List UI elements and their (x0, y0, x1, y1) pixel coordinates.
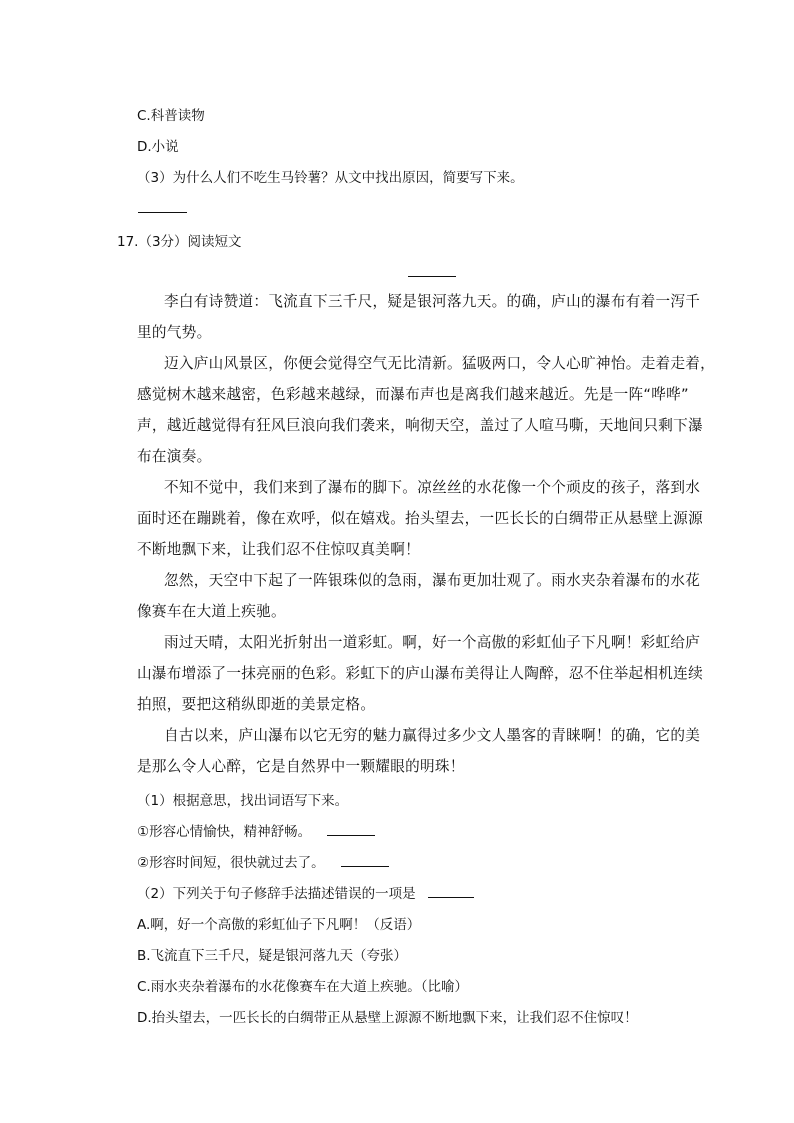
answer-blank (138, 212, 187, 213)
passage-line: 山瀑布增添了一抹亮丽的色彩。彩虹下的庐山瀑布美得让人陶醉，忍不住举起相机连续 (137, 665, 703, 682)
passage-line: 不断地飘下来，让我们忍不住惊叹真美啊！ (137, 541, 420, 558)
option-b: B.飞流直下三千尺，疑是银河落九天（夸张） (137, 948, 408, 964)
item-text: ②形容时间短，很快就过去了。 (137, 855, 325, 871)
answer-blank[interactable] (428, 883, 474, 898)
question-3-prompt: （3）为什么人们不吃生马铃薯？从文中找出原因，简要写下来。 (137, 170, 524, 186)
question-17-header: 17.（3分）阅读短文 (117, 234, 242, 250)
passage-line: 感觉树木越来越密，色彩越来越绿，而瀑布声也是离我们越来越近。先是一阵“哗哗” (137, 386, 689, 403)
passage-line: 雨过天晴，太阳光折射出一道彩虹。啊，好一个高傲的彩虹仙子下凡啊！彩虹给庐 (164, 634, 701, 651)
option-d: D.小说 (137, 139, 179, 155)
passage-line: 面时还在蹦跳着，像在欢呼，似在嬉戏。抬头望去，一匹长长的白绸带正从悬壁上源源 (137, 510, 703, 527)
passage-line: 声，越近越觉得有狂风巨浪向我们袭来，响彻天空，盖过了人喧马嘶，天地间只剩下瀑 (137, 417, 703, 434)
passage-line: 不知不觉中，我们来到了瀑布的脚下。凉丝丝的水花像一个个顽皮的孩子，落到水 (164, 479, 701, 496)
prompt-text: （2）下列关于句子修辞手法描述错误的一项是 (137, 886, 416, 902)
option-c: C.科普读物 (137, 108, 205, 124)
passage-line: 里的气势。 (137, 324, 212, 341)
sub-question-2-prompt (137, 882, 474, 902)
item-text: ①形容心情愉快，精神舒畅。 (137, 824, 312, 840)
passage-line: 是那么令人心醉，它是自然界中一颗耀眼的明珠！ (137, 758, 465, 775)
answer-blank[interactable] (327, 821, 375, 836)
sub-question-1-item-1 (137, 820, 375, 840)
sub-question-1-prompt: （1）根据意思，找出词语写下来。 (137, 793, 349, 809)
passage-line: 忽然，天空中下起了一阵银珠似的急雨，瀑布更加壮观了。雨水夹杂着瀑布的水花 (164, 572, 701, 589)
passage-line: 像赛车在大道上疾驰。 (137, 603, 286, 620)
passage-line: 迈入庐山风景区，你便会觉得空气无比清新。猛吸两口，令人心旷神怡。走着走着， (164, 355, 716, 372)
option-c: C.雨水夹杂着瀑布的水花像赛车在大道上疾驰。（比喻） (137, 979, 468, 995)
passage-line: 布在演奏。 (137, 448, 212, 465)
answer-blank[interactable] (341, 852, 389, 867)
option-a: A.啊，好一个高傲的彩虹仙子下凡啊！（反语） (137, 917, 421, 933)
title-blank (408, 276, 456, 277)
sub-question-1-item-2 (137, 851, 389, 871)
passage-line: 李白有诗赞道：飞流直下三千尺，疑是银河落九天。的确，庐山的瀑布有着一泻千 (164, 293, 701, 310)
passage-line: 自古以来，庐山瀑布以它无穷的魅力赢得过多少文人墨客的青睐啊！的确，它的美 (164, 727, 701, 744)
option-d: D.抬头望去，一匹长长的白绸带正从悬壁上源源不断地飘下来，让我们忍不住惊叹！ (137, 1010, 638, 1026)
passage-line: 拍照，要把这稍纵即逝的美景定格。 (137, 696, 376, 713)
